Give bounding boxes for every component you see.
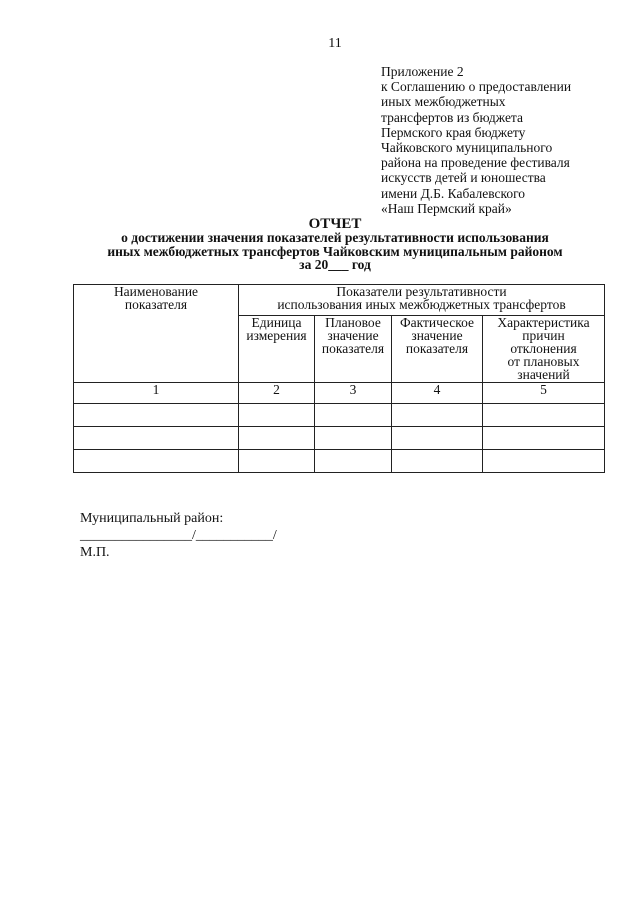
column-number: 5 (483, 383, 605, 404)
table-cell[interactable] (392, 404, 483, 427)
appendix-line: Пермского края бюджету (381, 124, 526, 140)
indicators-group-header: Показатели результативности использования иных межбюджетных трансфертов (239, 285, 605, 316)
seal-label: М.П. (80, 545, 110, 560)
appendix-line: «Наш Пермский край» (381, 200, 512, 216)
deviation-reason-header: Характеристика причин отклонения от плановых значений (483, 316, 605, 383)
table-row (74, 450, 605, 473)
report-subtitle-line: иных межбюджетных трансфертов Чайковским муниципальным районом (107, 243, 563, 259)
report-subtitle-line: за 20___ год (299, 257, 371, 272)
column-number: 1 (74, 383, 239, 404)
page-number: 11 (328, 36, 342, 51)
table-cell[interactable] (483, 427, 605, 450)
report-subtitle-line: о достижении значения показателей результативности использования (121, 230, 549, 245)
appendix-line: к Соглашению о предоставлении (381, 79, 572, 95)
indicator-name-header: Наименование показателя (74, 285, 239, 383)
table-cell[interactable] (239, 404, 315, 427)
appendix-line: иных межбюджетных (381, 94, 506, 110)
table-row (74, 427, 605, 450)
appendix-line: искусств детей и юношества (381, 170, 546, 186)
district-label: Муниципальный район: (80, 511, 224, 526)
signature-line[interactable]: ________________/___________/ (80, 528, 277, 543)
column-number-row (74, 383, 605, 404)
actual-value-header: Фактическое значение показателя (392, 316, 483, 383)
table-cell[interactable] (74, 450, 239, 473)
table-cell[interactable] (483, 404, 605, 427)
report-title: ОТЧЕТ (308, 216, 362, 232)
table-cell[interactable] (315, 427, 392, 450)
appendix-block (381, 64, 621, 216)
signature-block (80, 510, 277, 561)
unit-header: Единица измерения (239, 316, 315, 383)
report-subtitle (60, 231, 610, 272)
table-cell[interactable] (483, 450, 605, 473)
planned-value-header: Плановое значение показателя (315, 316, 392, 383)
report-table (73, 284, 605, 473)
table-cell[interactable] (392, 427, 483, 450)
column-number: 4 (392, 383, 483, 404)
appendix-line: Приложение 2 (381, 64, 464, 79)
table-cell[interactable] (74, 404, 239, 427)
table-cell[interactable] (315, 450, 392, 473)
appendix-line: имени Д.Б. Кабалевского (381, 185, 526, 201)
column-number: 3 (315, 383, 392, 404)
table-header-row (74, 285, 605, 316)
table-cell[interactable] (392, 450, 483, 473)
table-cell[interactable] (239, 427, 315, 450)
table-cell[interactable] (315, 404, 392, 427)
appendix-line: района на проведение фестиваля (381, 155, 570, 171)
column-number: 2 (239, 383, 315, 404)
table-row (74, 404, 605, 427)
table-cell[interactable] (239, 450, 315, 473)
appendix-line: Чайковского муниципального (381, 140, 553, 156)
table-cell[interactable] (74, 427, 239, 450)
appendix-line: трансфертов из бюджета (381, 109, 523, 125)
